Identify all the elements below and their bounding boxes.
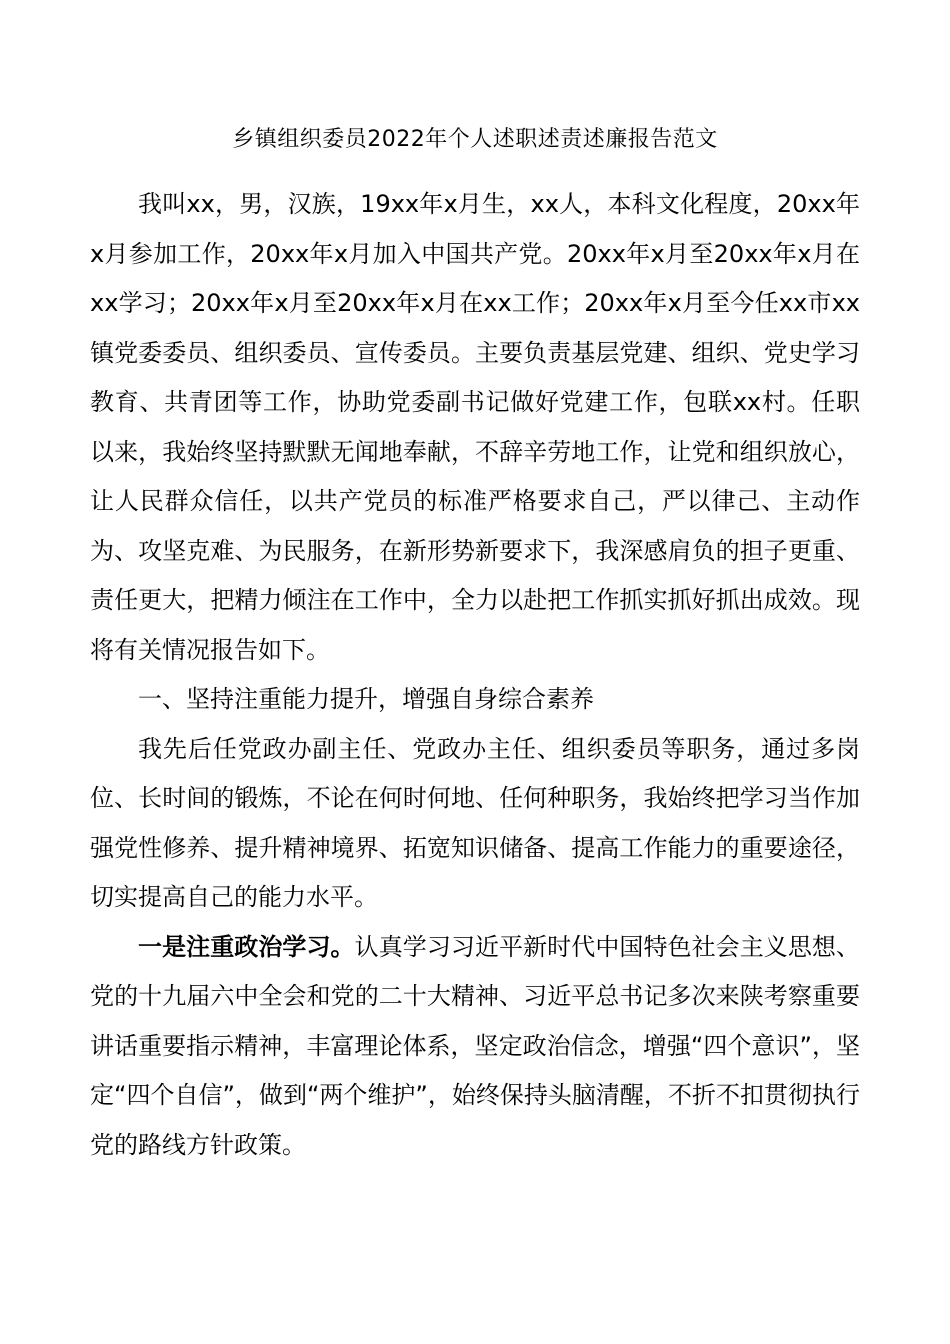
- paragraph-section-1: 我先后任党政办副主任、党政办主任、组织委员等职务，通过多岗位、长时间的锻炼，不论在何时何地、任何种职务，我始终把学习当作加强党性修养、提升精神境界、拓宽知识储备、提高工作能力的重要途径，切实提高自己的能力水平。: [90, 734, 860, 911]
- paragraph-lead: 一是注重政治学习。: [138, 932, 355, 961]
- document-title: 乡镇组织委员2022年个人述职述责述廉报告范文: [232, 127, 718, 152]
- paragraph-political-study-text: 认真学习习近平新时代中国特色社会主义思想、党的十九届六中全会和党的二十大精神、习近平总书记多次来陕考察重要讲话重要指示精神，丰富理论体系，坚定政治信念，增强“四个意识”，坚定“四个自信”，做到“两个维护”，始终保持头脑清醒，不折不扣贯彻执行党的路线方针政策。: [90, 932, 861, 1159]
- paragraph-intro: 我叫xx，男，汉族，19xx年x月生，xx人，本科文化程度，20xx年x月参加工作，20xx年x月加入中国共产党。20xx年x月至20xx年x月在xx学习；20xx年x月至20xx年x月在xx工作；20xx年x月至今任xx市xx镇党委委员、组织委员、宣传委员。主要负责基层党建、组织、党史学习教育、共青团等工作，协助党委副书记做好党建工作，包联xx村。任职以来，我始终坚持默默无闻地奉献，不辞辛劳地工作，让党和组织放心，让人民群众信任，以共产党员的标准严格要求自己，严以律己、主动作为、攻坚克难、为民服务，在新形势新要求下，我深感肩负的担子更重、责任更大，把精力倾注在工作中，全力以赴把工作抓实抓好抓出成效。现将有关情况报告如下。: [90, 190, 860, 664]
- section-heading-1: 一、坚持注重能力提升，增强自身综合素养: [138, 685, 594, 713]
- paragraph-political-study: [90, 923, 860, 1171]
- document-body: [90, 180, 860, 1170]
